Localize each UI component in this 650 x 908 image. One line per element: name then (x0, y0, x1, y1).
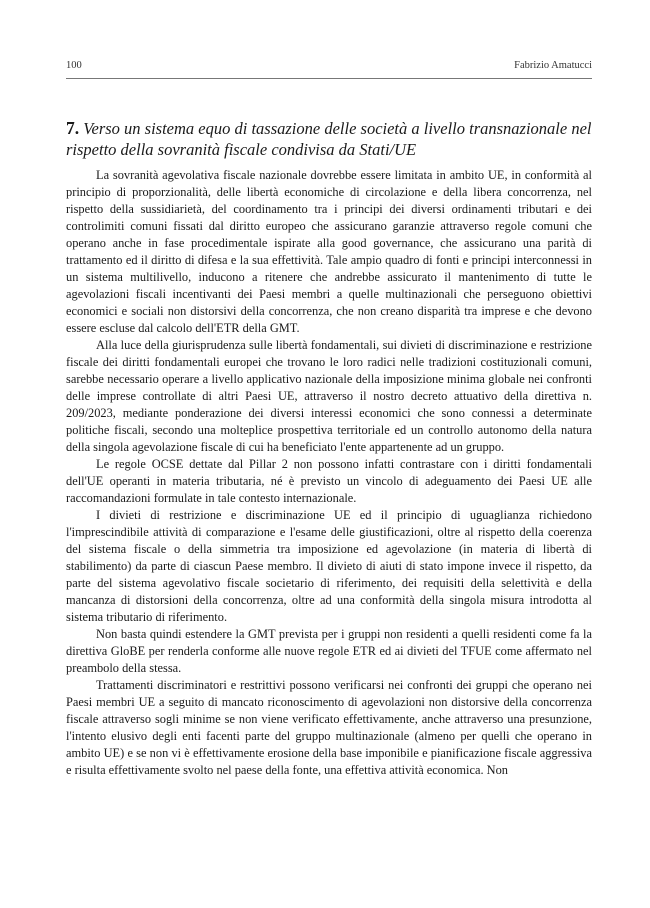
section-number: 7. (66, 118, 80, 138)
paragraph: Trattamenti discriminatori e restrittivi possono verificarsi nei confronti dei gruppi che operano nei Paesi membri UE a seguito di mancato riconoscimento di agevolazioni non distorsive della concorrenza fiscale attraverso sogli minime se non viene verificato effettivamente, anche attraverso una presunzione, l'intento elusivo degli enti facenti parte del gruppo multinazionale (almeno per quelli che operano in ambito UE) e se non vi è effettivamente erosione della base imponibile e pianificazione fiscale aggressiva e risulta effettivamente svolto nel paese della fonte, una effettiva attività economica. Non (66, 678, 592, 777)
body-text (66, 167, 592, 779)
running-author: Fabrizio Amatucci (514, 60, 592, 71)
page-number: 100 (66, 60, 82, 71)
paragraph: La sovranità agevolativa fiscale nazionale dovrebbe essere limitata in ambito UE, in conformità al principio di proporzionalità, delle libertà economiche di circolazione e della libera concorrenza, nel rispetto della sussidiarietà, del coordinamento tra i principi dei diversi ordinamenti tributari e dei controlimiti comuni fissati dal diritto europeo che assicurano garanzie attraverso regole comuni che operano anche in fase procedimentale ispirate alla good governance, che assicurano una parità di trattamento ed il diritto di difesa e la sua effettività. Tale ampio quadro di fonti e principi interconnessi in un sistema multilivello, inducono a ritenere che andrebbe assicurato il mantenimento di tutte le agevolazioni fiscali incentivanti dei Paesi membri a quelle multinazionali che perseguono obiettivi economici e sociali non distorsivi della concorrenza, che non creano disparità tra imprese e che devono essere escluse dal calcolo dell'ETR della GMT. (66, 168, 592, 335)
running-header (66, 60, 592, 76)
section-heading (66, 118, 592, 160)
paragraph: I divieti di restrizione e discriminazione UE ed il principio di uguaglianza richiedono l'imprescindibile attività di comparazione e l'esame delle giustificazioni, oltre al rispetto della coerenza del sistema fiscale o della simmetria tra imposizione ed agevolazione (in materia di libertà di stabilimento) da parte di ciascun Paese membro. Il divieto di aiuti di stato impone invece il rispetto, da parte del sistema agevolativo fiscale societario di riferimento, dei requisiti della selettività e della mancanza di distorsioni della concorrenza, oltre ad una conformità della singola misura introdotta al sistema tributario di riferimento. (66, 508, 592, 624)
section-title: Verso un sistema equo di tassazione delle società a livello transnazionale nel rispetto della sovranità fiscale condivisa da Stati/UE (66, 119, 592, 159)
header-rule (66, 78, 592, 79)
paragraph: Le regole OCSE dettate dal Pillar 2 non possono infatti contrastare con i diritti fondamentali dell'UE operanti in materia tributaria, né è previsto un vincolo di adeguamento dei Paesi UE alle raccomandazioni formulate in tale contesto internazionale. (66, 457, 592, 505)
paragraph: Non basta quindi estendere la GMT prevista per i gruppi non residenti a quelli residenti come fa la direttiva GloBE per renderla conforme alle nuove regole ETR ed ai divieti del TFUE come affermato nel preambolo della stessa. (66, 627, 592, 675)
paragraph: Alla luce della giurisprudenza sulle libertà fondamentali, sui divieti di discriminazione e restrizione fiscale dei diritti fondamentali europei che trovano le loro radici nelle tradizioni costituzionali comuni, sarebbe necessario operare a livello applicativo nazionale della imposizione minima globale nei confronti delle imprese controllate di altri Paesi UE, attraverso il nostro decreto attuativo della direttiva n. 209/2023, mediante ponderazione dei diversi interessi economici che sono connessi a determinate politiche fiscali, secondo una molteplice prospettiva territoriale ed un controllo autonomo della natura della singola agevolazione fiscale di cui ha beneficiato l'ente appartenente ad un gruppo. (66, 338, 592, 454)
